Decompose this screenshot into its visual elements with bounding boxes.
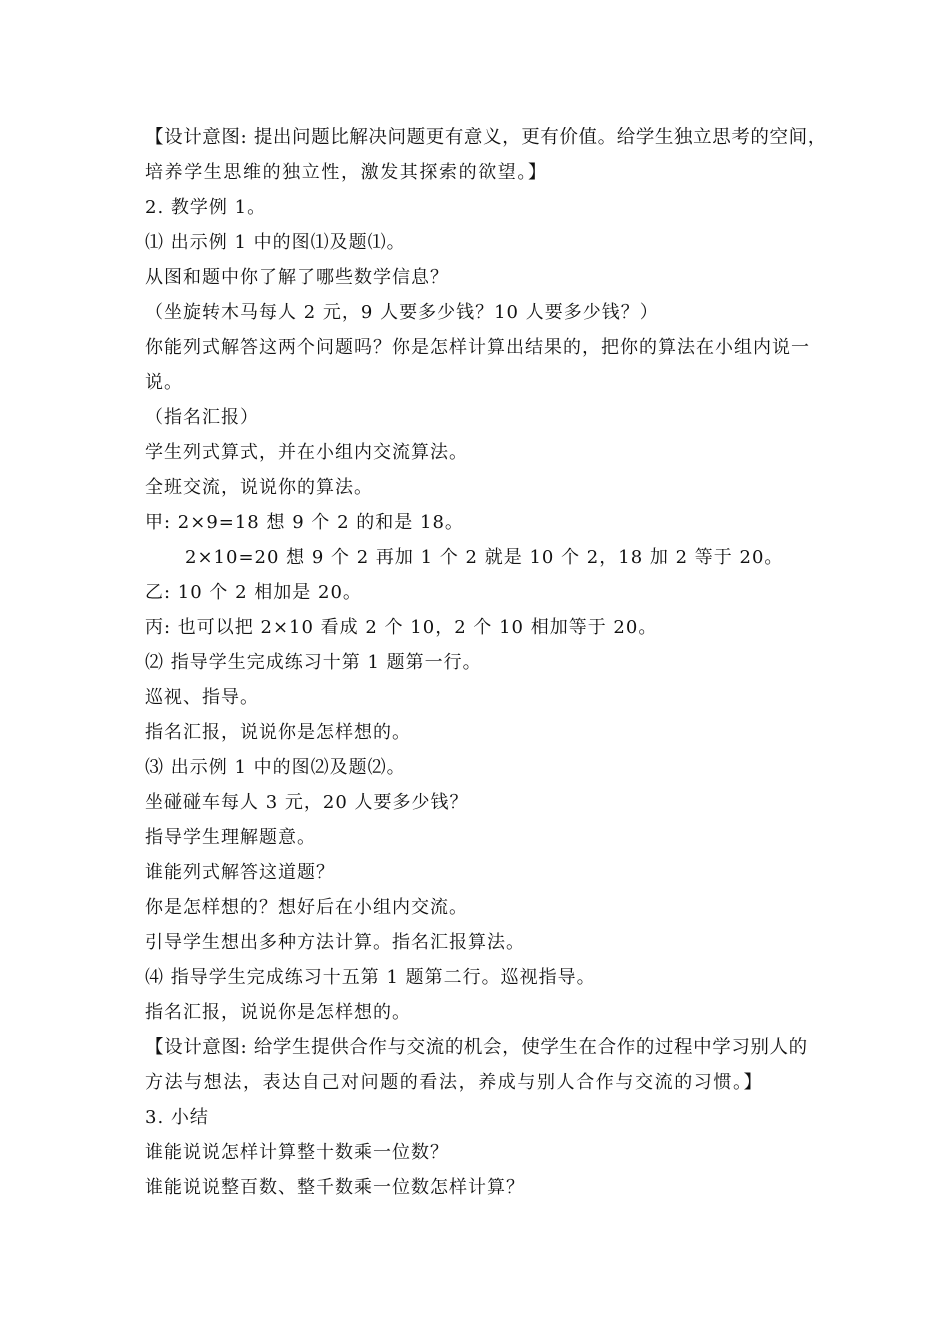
text-line: 指导学生理解题意。 (145, 827, 316, 848)
text-line: 巡视、指导。 (145, 687, 259, 708)
step-2-heading: ⑵ 指导学生完成练习十第 1 题第一行。 (145, 652, 482, 673)
text-line: 谁能说说怎样计算整十数乘一位数？ (145, 1142, 449, 1163)
section-heading-example-1: 2. 教学例 1。 (145, 197, 267, 218)
text-line: 说。 (145, 372, 183, 393)
text-line: 学生列式算式，并在小组内交流算法。 (145, 442, 468, 463)
text-line: 从图和题中你了解了哪些数学信息？ (145, 267, 449, 288)
method-bing-line: 丙: 也可以把 2×10 看成 2 个 10，2 个 10 相加等于 20。 (145, 617, 658, 638)
section-heading-summary: 3. 小结 (145, 1107, 209, 1128)
text-line: 谁能列式解答这道题？ (145, 862, 335, 883)
text-line: 谁能说说整百数、整千数乘一位数怎样计算？ (145, 1177, 525, 1198)
step-1-heading: ⑴ 出示例 1 中的图⑴及题⑴。 (145, 232, 406, 253)
text-line: 指名汇报，说说你是怎样想的。 (145, 722, 411, 743)
text-line: 坐碰碰车每人 3 元，20 人要多少钱？ (145, 792, 469, 813)
text-line: （坐旋转木马每人 2 元，9 人要多少钱？10 人要多少钱？） (145, 302, 659, 323)
design-intent-line-4: 方法与想法，表达自己对问题的看法，养成与别人合作与交流的习惯。】 (145, 1072, 764, 1093)
text-line: 指名汇报，说说你是怎样想的。 (145, 1002, 411, 1023)
step-3-heading: ⑶ 出示例 1 中的图⑵及题⑵。 (145, 757, 406, 778)
method-jia-line-1: 甲: 2×9=18 想 9 个 2 的和是 18。 (145, 512, 464, 533)
text-line: 你能列式解答这两个问题吗？你是怎样计算出结果的，把你的算法在小组内说一 (145, 337, 810, 358)
design-intent-line-2: 培养学生思维的独立性，激发其探索的欲望。】 (145, 162, 548, 183)
text-line: 你是怎样想的？想好后在小组内交流。 (145, 897, 468, 918)
design-intent-line-3: 【设计意图: 给学生提供合作与交流的机会，使学生在合作的过程中学习别人的 (145, 1037, 808, 1058)
text-line: 引导学生想出多种方法计算。指名汇报算法。 (145, 932, 525, 953)
method-jia-line-2: 2×10=20 想 9 个 2 再加 1 个 2 就是 10 个 2，18 加 2 等于 20。 (185, 547, 784, 568)
text-line: （指名汇报） (145, 407, 259, 428)
document-body (145, 120, 827, 1205)
step-4-heading: ⑷ 指导学生完成练习十五第 1 题第二行。巡视指导。 (145, 967, 596, 988)
text-line: 全班交流，说说你的算法。 (145, 477, 373, 498)
design-intent-line-1: 【设计意图: 提出问题比解决问题更有意义，更有价值。给学生独立思考的空间， (145, 127, 827, 148)
method-yi-line: 乙: 10 个 2 相加是 20。 (145, 582, 362, 603)
